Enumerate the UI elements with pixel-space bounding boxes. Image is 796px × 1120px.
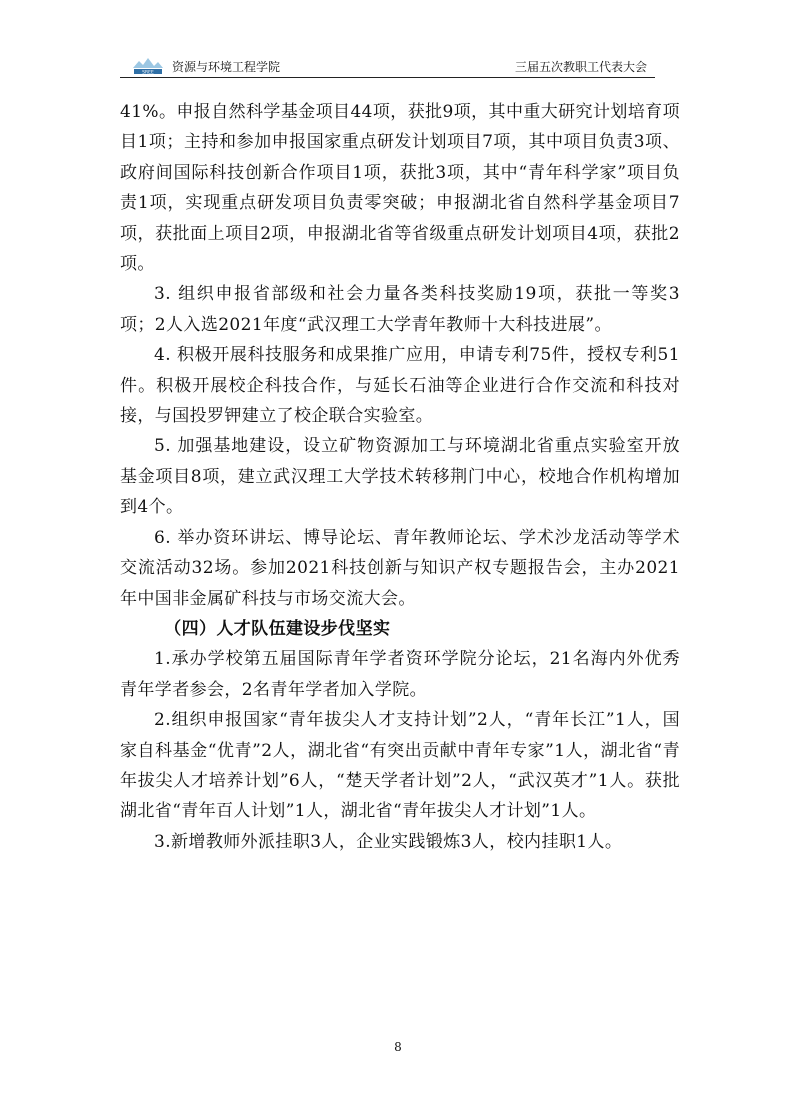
paragraph-item-6: 6. 举办资环讲坛、博导论坛、青年教师论坛、学术沙龙活动等学术交流活动32场。参加2021科技创新与知识产权专题报告会，主办2021年中国非金属矿科技与市场交流大会。 (120, 527, 680, 609)
paragraph-item-4: 4. 积极开展科技服务和成果推广应用，申请专利75件，授权专利51件。积极开展校企科技合作，与延长石油等企业进行合作交流和科技对接，与国投罗钾建立了校企联合实验室。 (120, 345, 680, 427)
paragraph-talent-2: 2.组织申报国家“青年拔尖人才支持计划”2人，“青年长江”1人，国家自科基金“优青”2人，湖北省“有突出贡献中青年专家”1人，湖北省“青年拔尖人才培养计划”6人，“楚天学者计划”2人，“武汉英才”1人。获批湖北省“青年百人计划”1人，湖北省“青年拔尖人才计划”1人。 (120, 710, 680, 822)
page-number: 8 (394, 1040, 402, 1054)
paragraph-talent-3: 3.新增教师外派挂职3人，企业实践锻炼3人，校内挂职1人。 (154, 831, 623, 852)
paragraph-item-3: 3. 组织申报省部级和社会力量各类科技奖励19项，获批一等奖3项；2人入选2021年度“武汉理工大学青年教师十大科技进展”。 (120, 284, 680, 335)
section-heading-talent: （四）人才队伍建设步伐坚实 (164, 618, 391, 639)
header-school-name: 资源与环境工程学院 (172, 60, 281, 74)
svg-text:SREE: SREE (142, 70, 154, 76)
paragraph-research-projects: 41%。申报自然科学基金项目44项，获批9项，其中重大研究计划培育项目1项；主持和参加申报国家重点研发计划项目7项，其中项目负责3项、政府间国际科技创新合作项目1项，获批3项，其中“青年科学家”项目负责1项，实现重点研发项目负责零突破；申报湖北省自然科学基金项目7项，获批面上项目2项，申报湖北省等省级重点研发计划项目4项，获批2项。 (120, 102, 680, 275)
page-header (120, 55, 655, 78)
paragraph-talent-1: 1.承办学校第五届国际青年学者资环学院分论坛，21名海内外优秀青年学者参会，2名青年学者加入学院。 (120, 649, 680, 700)
paragraph-item-5: 5. 加强基地建设，设立矿物资源加工与环境湖北省重点实验室开放基金项目8项，建立武汉理工大学技术转移荆门中心，校地合作机构增加到4个。 (120, 436, 680, 518)
header-meeting-name: 三届五次教职工代表大会 (514, 60, 647, 74)
document-body (120, 97, 680, 857)
school-logo-icon (130, 55, 166, 77)
